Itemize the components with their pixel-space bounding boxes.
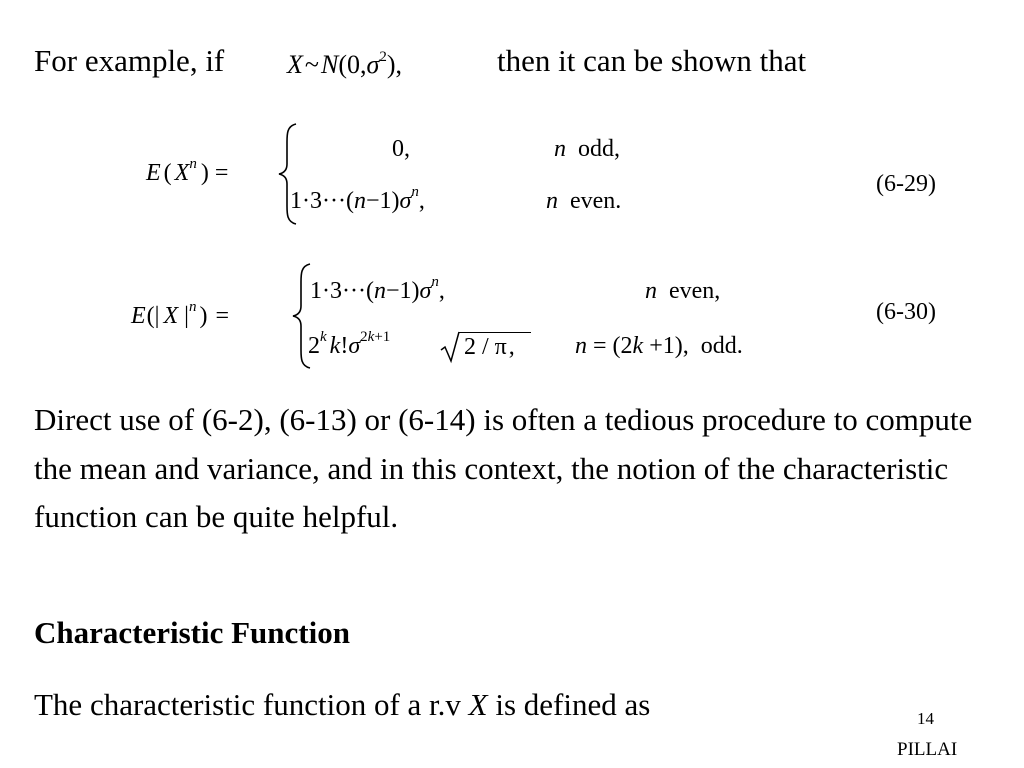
eq1-case2-cond [546,189,621,213]
intro-args: (0, [338,50,367,79]
eq2-case1-expr [310,274,445,304]
eq2-c1-pre: 1·3···( [310,278,374,304]
eq2-c2-sqrt-text: 2 / π [464,334,507,360]
intro-sq: 2 [379,49,387,65]
eq2-c1-sup-n: n [431,274,439,290]
eq1-sup-n: n [189,156,197,172]
eq2-c1-sigma: σ [419,278,432,304]
eq1-x: X [174,160,190,186]
eq1-c2-sigma: σ [399,188,412,214]
eq2-case2-expr [308,329,391,359]
eq1-case1-expr: 0, [392,136,410,162]
eq1-case2-expr [290,184,425,214]
eq2-label: (6-30) [876,299,936,325]
eq1-c2-mid: −1) [365,188,400,214]
eq1-c2-pre: 1·3···( [290,188,354,214]
eq2-lhs [131,299,229,329]
definition-post: is defined as [495,687,651,722]
eq1-e: E [146,160,161,186]
eq2-bar: | [184,303,189,329]
eq2-open: (| [146,303,160,329]
sqrt-bar [459,332,531,333]
section-heading: Characteristic Function [34,615,350,650]
eq2-c1-comma: , [438,278,445,304]
eq2-c2-exp-k: k [367,329,375,345]
eq2-c2-cond-eq: = (2 [593,333,633,359]
intro-dist-n: N [320,50,339,79]
intro-line [34,45,224,76]
intro-suffix: then it can be shown that [497,43,807,78]
sqrt-sign-icon [440,331,460,363]
eq2-e: E [131,303,146,329]
eq2-c2-cond-end: +1), [649,333,689,359]
eq2-c2-comma: , [508,334,515,360]
eq2-c1-mid: −1) [385,278,420,304]
eq2-equals: = [215,303,229,329]
intro-prefix: For example, if [34,43,225,78]
eq2-c2-two: 2 [308,333,320,359]
eq1-c1-text: odd, [578,136,620,162]
eq1-c1-n: n [554,136,566,162]
eq2-c2-cond-n: n [575,333,587,359]
eq2-c1-cond-text: even, [669,278,721,304]
eq2-c2-sqrt-body [464,335,515,359]
eq2-c2-exp-2: 2 [360,329,368,345]
intro-sigma: σ [366,50,380,79]
intro-tilde: ~ [304,50,319,79]
definition-line [34,689,650,720]
eq2-c1-cond-n: n [645,278,657,304]
definition-x: X [468,687,488,722]
eq2-c2-cond-text: odd. [700,333,743,359]
eq1-label: (6-29) [876,171,936,197]
eq2-c2-cond-k: k [632,333,644,359]
eq1-c2-comma: , [418,188,425,214]
eq2-c2-sup-k: k [320,329,327,345]
eq1-c2-n: n [353,188,366,214]
eq2-x: X [163,303,179,329]
eq2-c2-exp-1: +1 [374,329,391,345]
eq2-case2-cond [575,334,743,358]
eq1-case1-cond [554,137,620,161]
definition-pre: The characteristic function of a r.v [34,687,461,722]
intro-condition [287,50,402,80]
eq2-case1-cond [645,279,720,303]
eq1-equals: = [214,160,229,186]
eq1-c2-cond-text: even. [570,188,622,214]
eq2-c1-n: n [373,278,386,304]
eq1-c2-sup-n: n [411,184,419,200]
eq2-close: ) [199,303,208,329]
page-number: 14 [917,709,934,728]
body-paragraph: Direct use of (6-2), (6-13) or (6-14) is often a tedious procedure to compute the mean and variance, and in this context, the notion of the characteristic function can be quite helpful. [34,402,973,534]
intro-close: ), [386,50,402,79]
eq2-c2-fact: ! [340,333,349,359]
intro-var-x: X [287,50,303,79]
eq2-c2-k: k [329,333,341,359]
eq2-sup-n: n [188,299,197,315]
eq1-c2-cond-n: n [546,188,558,214]
eq1-open: ( [163,160,172,186]
eq1-lhs [146,156,229,186]
eq2-c2-sigma: σ [348,333,361,359]
author-tag: PILLAI [897,739,958,760]
eq1-close: ) [200,160,209,186]
